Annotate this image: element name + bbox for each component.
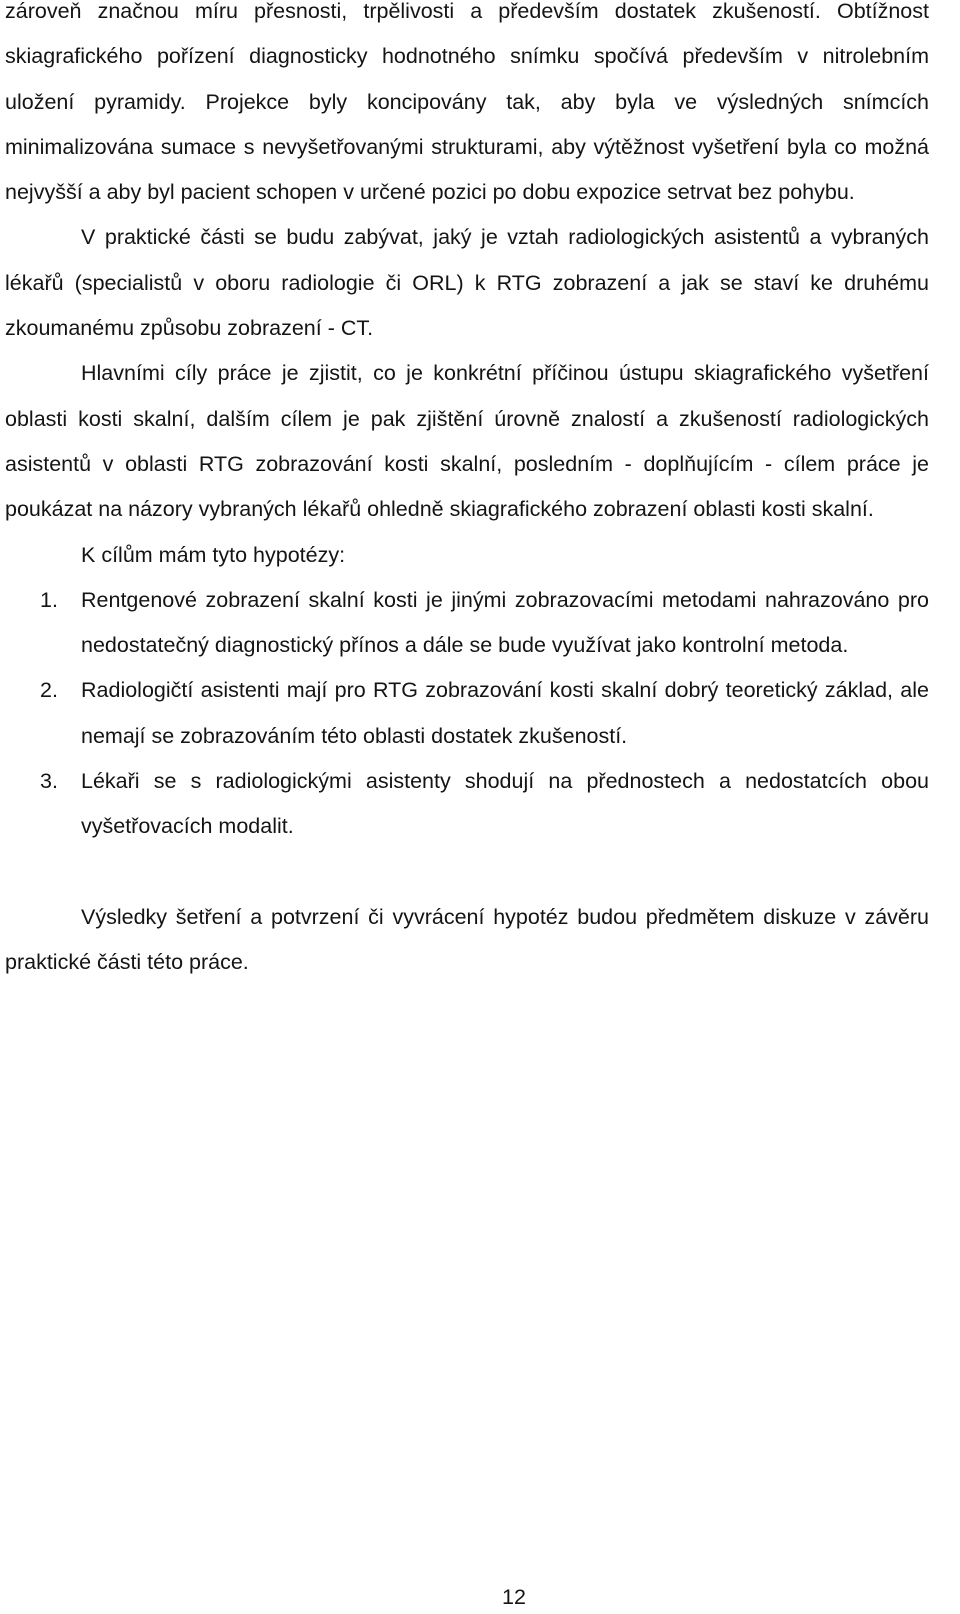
hypothesis-number: 2. (40, 678, 58, 703)
hypotheses-intro: K cílům mám tyto hypotézy: (81, 542, 346, 567)
hypothesis-item (5, 668, 929, 759)
hypothesis-item (5, 578, 929, 669)
paragraph-continuation: zároveň značnou míru přesnosti, trpělivosti a především dostatek zkušeností. Obtížnost skiagrafického pořízení diagnosticky hodnotného snímku spočívá především v nitrolebním uložení pyramidy. Projekce byly koncipovány tak, aby byla ve výsledných snímcích minimalizována sumace s nevyšetřovanými strukturami, aby výtěžnost vyšetření byla co možná nejvyšší a aby byl pacient schopen v určené pozici po dobu expozice setrvat bez pohybu. (5, 0, 929, 205)
paragraph-practical-part: V praktické části se budu zabývat, jaký je vztah radiologických asistentů a vybraných lékařů (specialistů v oboru radiologie či ORL) k RTG zobrazení a jak se staví ke druhému zkoumanému způsobu zobrazení - CT. (5, 225, 929, 341)
body-text (5, 0, 929, 985)
hypothesis-text: Radiologičtí asistenti mají pro RTG zobrazování kosti skalní dobrý teoretický základ, ale nemají se zobrazováním této oblasti dostatek zkušeností. (81, 678, 929, 748)
paragraph-goals: Hlavními cíly práce je zjistit, co je konkrétní příčinou ústupu skiagrafického vyšetření oblasti kosti skalní, dalším cílem je pak zjištění úrovně znalostí a zkušeností radiologických asistentů v oblasti RTG zobrazování kosti skalní, posledním - doplňujícím - cílem práce je poukázat na názory vybraných lékařů ohledně skiagrafického zobrazení oblasti kosti skalní. (5, 361, 929, 522)
hypotheses-list (5, 578, 929, 850)
hypothesis-item (5, 759, 929, 850)
hypothesis-number: 3. (40, 769, 58, 794)
blank-line (5, 850, 929, 895)
page-number: 12 (502, 1585, 526, 1609)
hypothesis-number: 1. (40, 587, 58, 612)
hypothesis-text: Rentgenové zobrazení skalní kosti je jinými zobrazovacími metodami nahrazováno pro nedostatečný diagnostický přínos a dále se bude využívat jako kontrolní metoda. (81, 587, 929, 658)
paragraph-conclusion: Výsledky šetření a potvrzení či vyvrácení hypotéz budou předmětem diskuze v závěru praktické části této práce. (5, 904, 929, 974)
hypothesis-text: Lékaři se s radiologickými asistenty shodují na přednostech a nedostatcích obou vyšetřovacích modalit. (81, 769, 929, 839)
